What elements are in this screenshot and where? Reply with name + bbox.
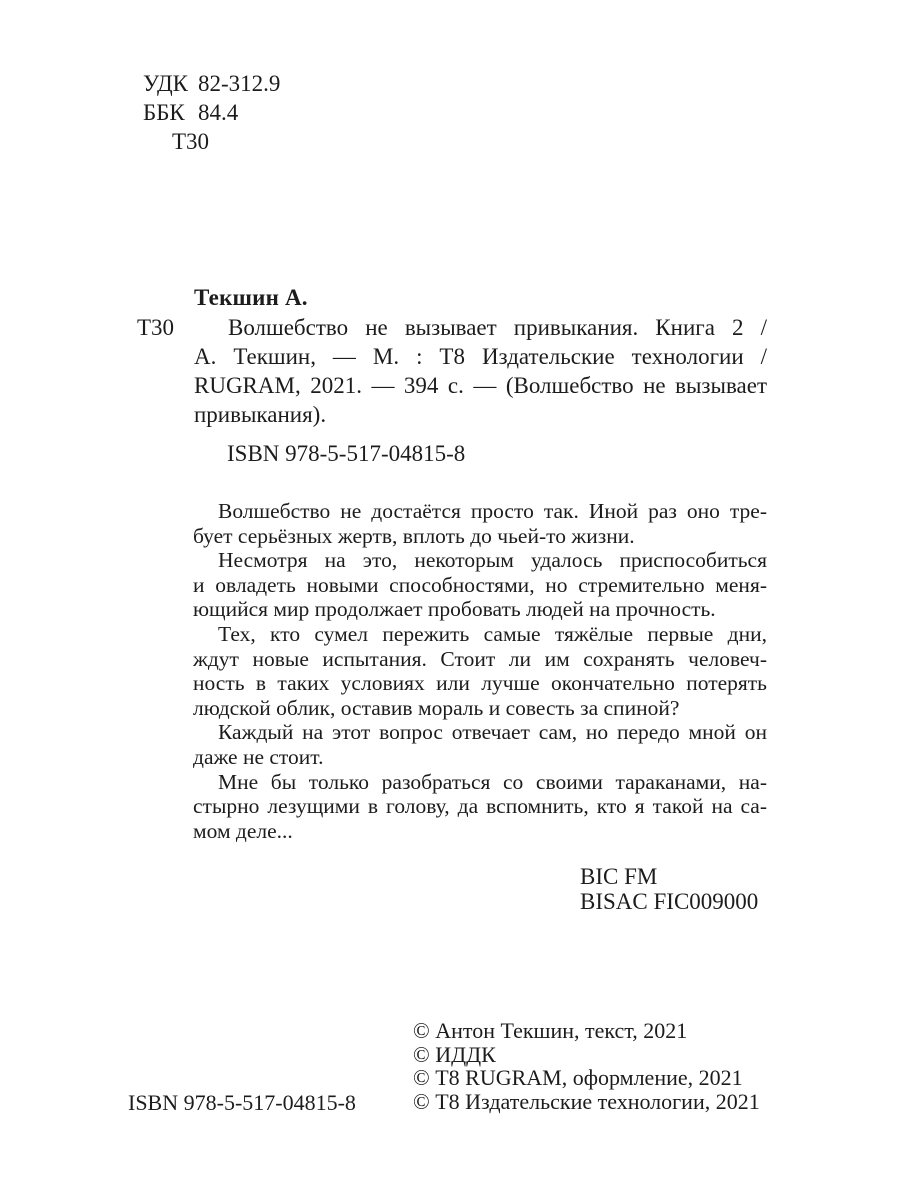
udc-line xyxy=(143,69,280,98)
annotation-paragraph xyxy=(193,548,767,622)
udc-label: УДК xyxy=(143,71,188,96)
annotation-line: мом деле... xyxy=(193,818,293,843)
annotation-paragraph xyxy=(193,720,767,769)
card-description-lines xyxy=(194,313,767,429)
annotation-paragraph xyxy=(193,499,767,548)
udc-value: 82-312.9 xyxy=(198,71,281,96)
bbk-value: 84.4 xyxy=(198,100,239,125)
annotation-line: Волшебство не достаётся просто так. Иной раз оно тре- xyxy=(218,499,767,523)
annotation-line: Тех, кто сумел пережить самые тяжёлые первые дни, xyxy=(218,621,767,646)
annotation-paragraph xyxy=(193,622,767,720)
trade-code-line: BIC FM xyxy=(580,864,658,889)
annotation-line: людской облик, оставив мораль и совесть за спиной? xyxy=(193,695,680,720)
annotation-line: стырно лезущими в голову, да вспомнить, кто я такой на са- xyxy=(193,794,767,819)
card-description-line: Волшебство не вызывает привыкания. Книга 2 / xyxy=(228,315,767,340)
annotation-line: бует серьёзных жертв, вплоть до чьей-то жизни. xyxy=(193,523,635,548)
trade-codes xyxy=(580,864,758,914)
annotation-line: Каждый на этот вопрос отвечает сам, но передо мной он xyxy=(218,720,767,745)
author-sign: Т30 xyxy=(172,129,210,154)
copyright-line: © ИДДК xyxy=(413,1041,496,1067)
bbk-line xyxy=(143,98,280,127)
card-description-line: привыкания). xyxy=(194,402,327,427)
card-author-heading: Текшин А. xyxy=(194,285,308,310)
annotation-line: ность в таких условиях или лучше окончательно потерять xyxy=(193,671,767,696)
trade-code-line: BISAC FIC009000 xyxy=(580,889,759,915)
footer-isbn: ISBN 978-5-517-04815-8 xyxy=(128,1090,356,1115)
annotation-line: Мне бы только разобраться со своими тараканами, на- xyxy=(218,769,767,794)
card-author-sign: Т30 xyxy=(137,315,175,340)
annotation-line: и овладеть новыми способностями, но стремительно меня- xyxy=(193,572,767,597)
copyright-line: © Антон Текшин, текст, 2021 xyxy=(413,1018,688,1043)
bbk-label: ББК xyxy=(143,100,185,125)
copyright-line: © Т8 RUGRAM, оформление, 2021 xyxy=(413,1065,743,1091)
card-description xyxy=(137,313,767,429)
annotation-line: Несмотря на это, некоторым удалось приспособиться xyxy=(218,548,767,573)
classification-block xyxy=(143,69,280,156)
card-description-line: А. Текшин, — М. : Т8 Издательские технологии / xyxy=(194,344,767,369)
annotation-line: ждут новые испытания. Стоит ли им сохранять человеч- xyxy=(193,646,767,671)
copyright-line: © Т8 Издательские технологии, 2021 xyxy=(413,1088,760,1114)
annotation-paragraph xyxy=(193,770,767,844)
annotation xyxy=(193,499,767,843)
card-isbn: ISBN 978-5-517-04815-8 xyxy=(227,441,466,466)
card-description-line: RUGRAM, 2021. — 394 с. — (Волшебство не вызывает xyxy=(194,373,767,398)
annotation-line: ющийся мир продолжает пробовать людей на прочность. xyxy=(193,597,716,622)
annotation-line: даже не стоит. xyxy=(193,744,324,769)
copyright-block xyxy=(413,1019,760,1113)
